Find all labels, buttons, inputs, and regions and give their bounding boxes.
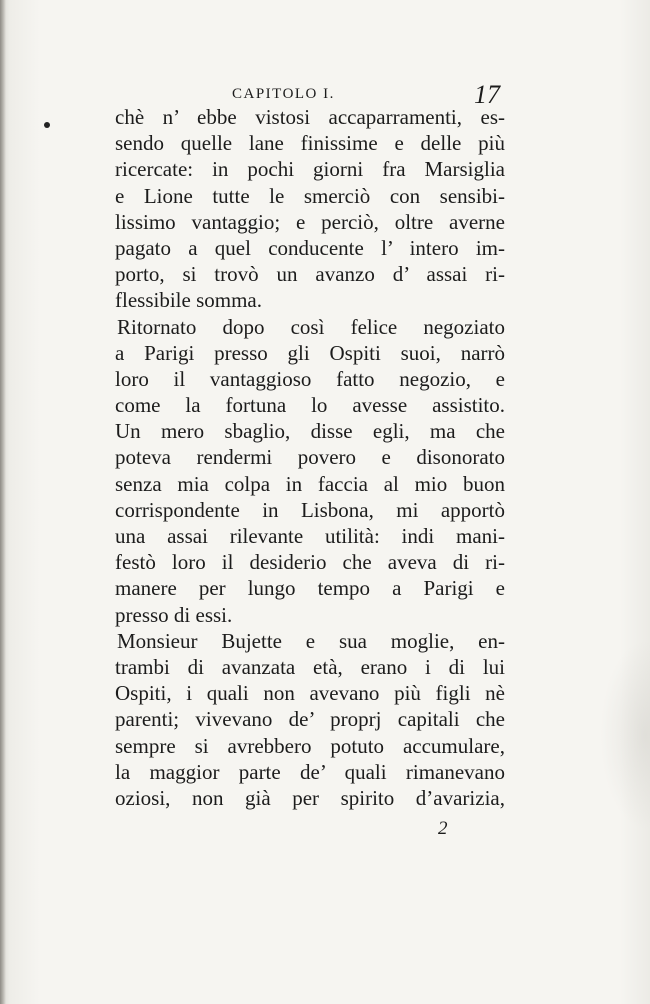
text-line: Monsieur Bujette e sua moglie, en- [117, 628, 505, 653]
text-line: parenti; vivevano de’ proprj capitali che [115, 707, 505, 732]
text-line: poteva rendermi povero e disonorato [115, 445, 505, 470]
text-line: senza mia colpa in faccia al mio buon [115, 471, 505, 496]
binding-shadow [0, 0, 6, 1004]
text-line: la maggior parte de’ quali rimanevano [115, 759, 505, 784]
text-line: Un mero sbaglio, disse egli, ma che [115, 419, 505, 444]
text-line: flessibile somma. [115, 288, 262, 313]
margin-mark [44, 122, 50, 128]
text-line: sendo quelle lane finissime e delle più [115, 131, 505, 156]
text-line: festò loro il desiderio che aveva di ri- [115, 550, 505, 575]
text-line: porto, si trovò un avanzo d’ assai ri- [115, 262, 505, 287]
text-line: lissimo vantaggio; e perciò, oltre averne [115, 209, 505, 234]
signature-mark: 2 [438, 818, 448, 839]
text-line: Ospiti, i quali non avevano più figli nè [115, 681, 505, 706]
paper-stain [600, 640, 650, 830]
page-number: 17 [474, 80, 500, 109]
text-line: una assai rilevante utilità: indi mani- [115, 524, 505, 548]
text-line: sempre si avrebbero potuto accumulare, [115, 733, 505, 758]
text-line: loro il vantaggioso fatto negozio, e [115, 366, 505, 391]
text-line: chè n’ ebbe vistosi accaparramenti, es- [115, 105, 505, 129]
text-line: Ritornato dopo così felice negoziato [117, 314, 505, 339]
text-line: oziosi, non già per spirito d’avarizia, [115, 785, 505, 810]
text-line: ricercate: in pochi giorni fra Marsiglia [115, 157, 505, 182]
text-line: a Parigi presso gli Ospiti suoi, narrò [115, 340, 505, 365]
body-text [115, 104, 505, 811]
text-line: come la fortuna lo avesse assistito. [115, 393, 505, 418]
text-line: pagato a quel conducente l’ intero im- [115, 235, 505, 260]
text-line: presso di essi. [115, 602, 233, 627]
text-line: corrispondente in Lisbona, mi apportò [115, 497, 505, 522]
running-head: CAPITOLO I. [232, 86, 335, 102]
text-line: e Lione tutte le smerciò con sensibi- [115, 183, 505, 208]
text-line: trambi di avanzata età, erano i di lui [115, 654, 505, 679]
text-line: manere per lungo tempo a Parigi e [115, 576, 505, 601]
